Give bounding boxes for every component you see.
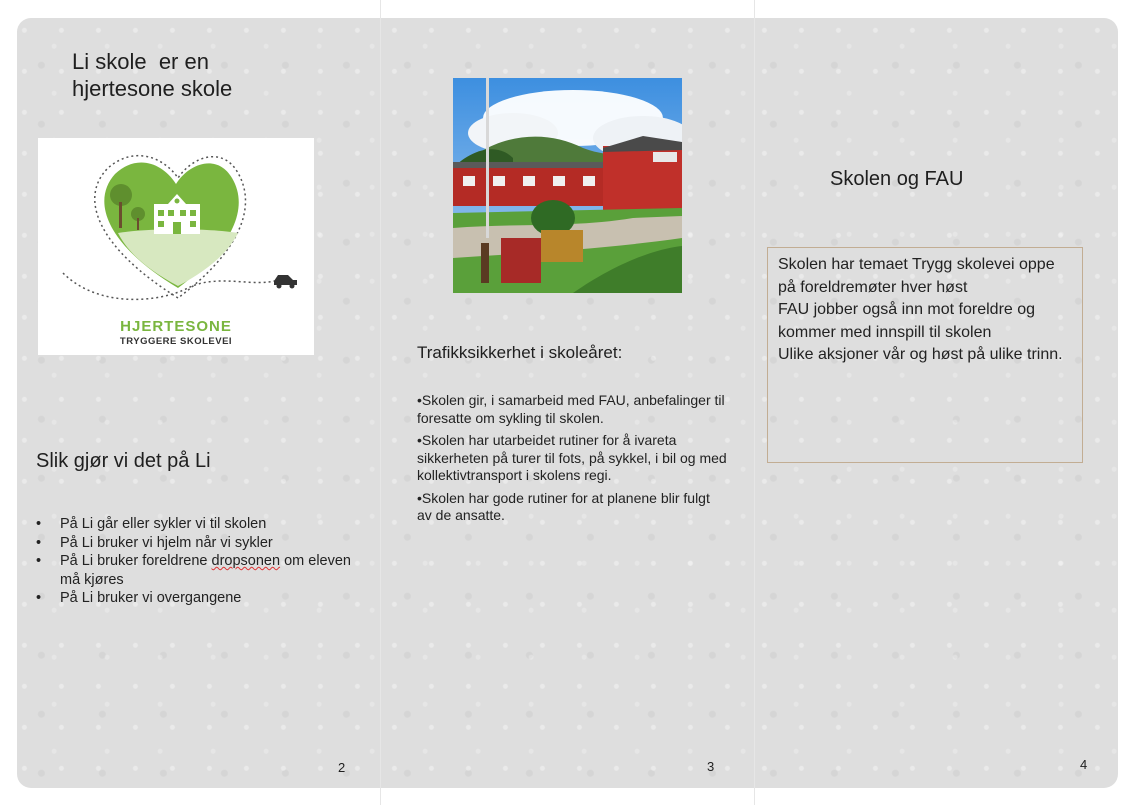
panel-middle-heading: Trafikksikkerhet i skoleåret: [417,343,623,362]
list-item: • På Li bruker vi overgangene [36,589,360,608]
photo-illustration [453,78,682,293]
list-item: •Skolen har utarbeidet rutiner for å ivareta sikkerheten på turer til fots, på sykkel, i bil og med kollektivtransport i skolens regi. [417,432,727,483]
fau-info-box [767,247,1083,463]
logo-brand: HJERTESONE [120,318,232,335]
panel-left-heading: Slik gjør vi det på Li [36,450,211,472]
school-building-photo [453,78,682,293]
fold-line-right [754,0,755,805]
panel-left-title: Li skole er en hjertesone skole [72,49,233,101]
list-item: •Skolen har gode rutiner for at planene blir fulgt av de ansatte. [417,489,710,523]
fau-info-text: Skolen har temaet Trygg skolevei oppe på foreldremøter hver høst FAU jobber også inn mot foreldre og kommer med innspill til skolen Ulike aksjoner vår og høst på ulike trinn. [778,256,1063,363]
heart-school-car-icon [38,138,314,318]
spellcheck-word: dropsonen [211,553,281,569]
fold-line-left [380,0,381,805]
list-item: •Skolen gir, i samarbeid med FAU, anbefalinger til foresatte om sykling til skolen. [417,392,725,426]
panel-middle-list [417,392,727,530]
page-number-left: 2 [338,760,346,775]
panel-left-bullet-list [36,515,360,608]
list-item: • På Li bruker vi hjelm når vi sykler [36,534,360,553]
list-item: • På Li går eller sykler vi til skolen [36,515,360,534]
logo-tagline: TRYGGERE SKOLEVEI [119,336,233,347]
page-number-middle: 3 [707,759,715,774]
list-item [36,552,360,589]
bullet-text: om eleven må kjøres [60,553,351,588]
panel-right-heading: Skolen og FAU [830,168,964,190]
page-number-right: 4 [1080,757,1088,772]
bullet-text: På Li bruker foreldrene [60,553,212,569]
hjertesone-logo [38,138,314,355]
